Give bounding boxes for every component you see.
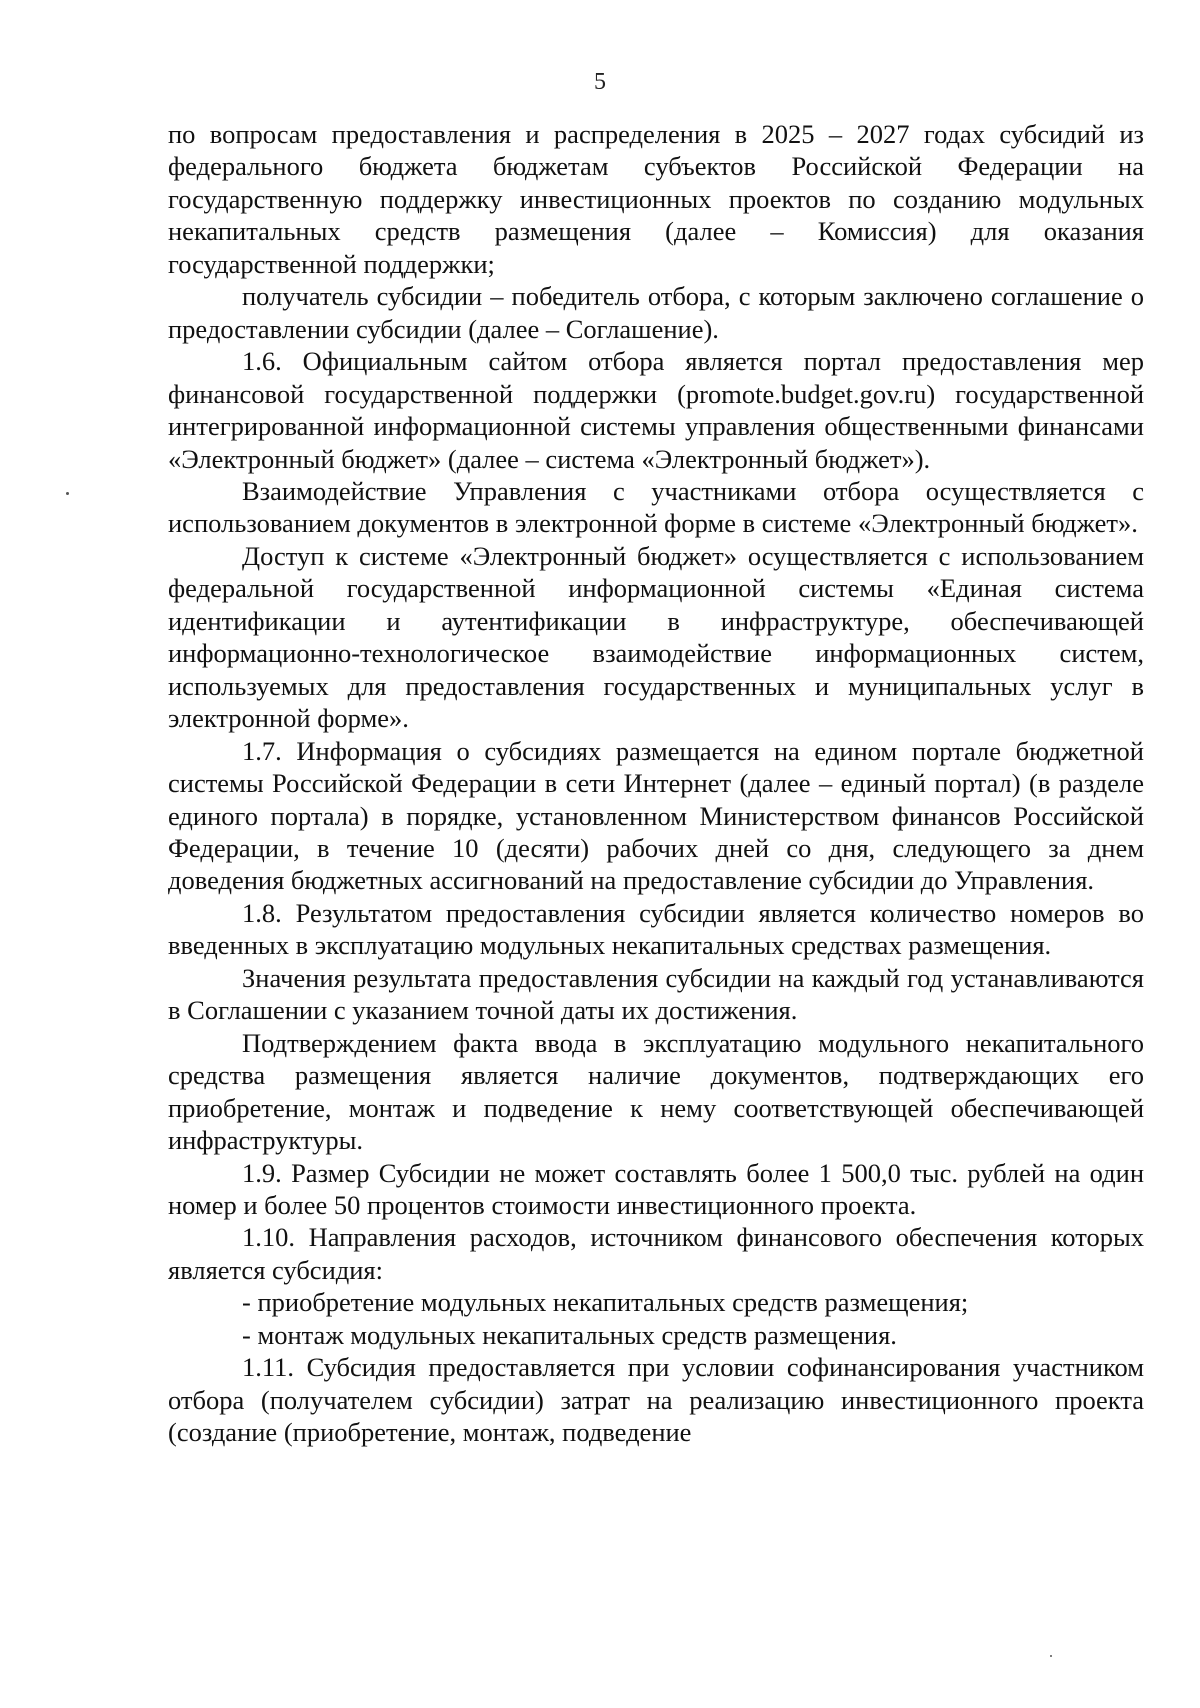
list-item-acquisition: - приобретение модульных некапитальных средств размещения; [242,1287,969,1318]
paragraph-1-10-expense-directions: 1.10. Направления расходов, источником финансового обеспечения которых является субсидия: [168,1222,1144,1285]
scan-speck [1050,1655,1052,1657]
scan-speck [66,492,69,495]
paragraph-interaction: Взаимодействие Управления с участниками отбора осуществляется с использованием документов в электронной форме в системе «Электронный бюджет». [168,475,1144,539]
paragraph-1-7-information: 1.7. Информация о субсидиях размещается на едином портале бюджетной системы Российской Федерации в сети Интернет (далее – единый портал) (в разделе единого портала) в порядке, установленном Министерством финансов Российской Федерации, в течение 10 (десяти) рабочих дней со дня, следующего за днем доведения бюджетных ассигнований на предоставление субсидии до Управления. [168,735,1144,896]
page-number: 5 [594,69,606,95]
paragraph-subsidy-recipient: получатель субсидии – победитель отбора, с которым заключено соглашение о предоставлении субсидии (далее – Соглашение). [168,281,1144,344]
paragraph-result-values: Значения результата предоставления субсидии на каждый год устанавливаются в Соглашении с указанием точной даты их достижения. [168,962,1144,1026]
paragraph-commission-definition: по вопросам предоставления и распределения в 2025 – 2027 годах субсидий из федерального бюджета бюджетам субъектов Российской Федерации на государственную поддержку инвестиционных проектов по созданию модульных некапитальных средств размещения (далее – Комиссия) для оказания государственной поддержки; [168,119,1144,279]
paragraph-1-11-cofinancing: 1.11. Субсидия предоставляется при условии софинансирования участником отбора (получателем субсидии) затрат на реализацию инвестиционного проекта (создание (приобретение, монтаж, подведение [168,1352,1144,1448]
paragraph-1-6-official-site: 1.6. Официальным сайтом отбора является портал предоставления мер финансовой государственной поддержки (promote.budget.gov.ru) государственной интегрированной информационной системы управления общественными финансами «Электронный бюджет» (далее – система «Электронный бюджет»). [168,346,1144,474]
paragraph-confirmation: Подтверждением факта ввода в эксплуатацию модульного некапитального средства размещения является наличие документов, подтверждающих его приобретение, монтаж и подведение к нему соответствующей обеспечивающей инфраструктуры. [168,1027,1144,1156]
list-item-installation: - монтаж модульных некапитальных средств размещения. [242,1319,897,1350]
paragraph-access: Доступ к системе «Электронный бюджет» осуществляется с использованием федеральной государственной информационной системы «Единая система идентификации и аутентификации в инфраструктуре, обеспечивающей информационно-технологическое взаимодействие информационных систем, используемых для предоставления государственных и муниципальных услуг в электронной форме». [168,540,1144,734]
paragraph-1-8-result: 1.8. Результатом предоставления субсидии является количество номеров во введенных в эксплуатацию модульных некапитальных средствах размещения. [168,897,1144,961]
document-body [168,118,1144,1449]
paragraph-1-9-subsidy-size: 1.9. Размер Субсидии не может составлять более 1 500,0 тыс. рублей на один номер и более 50 процентов стоимости инвестиционного проекта. [168,1157,1144,1220]
